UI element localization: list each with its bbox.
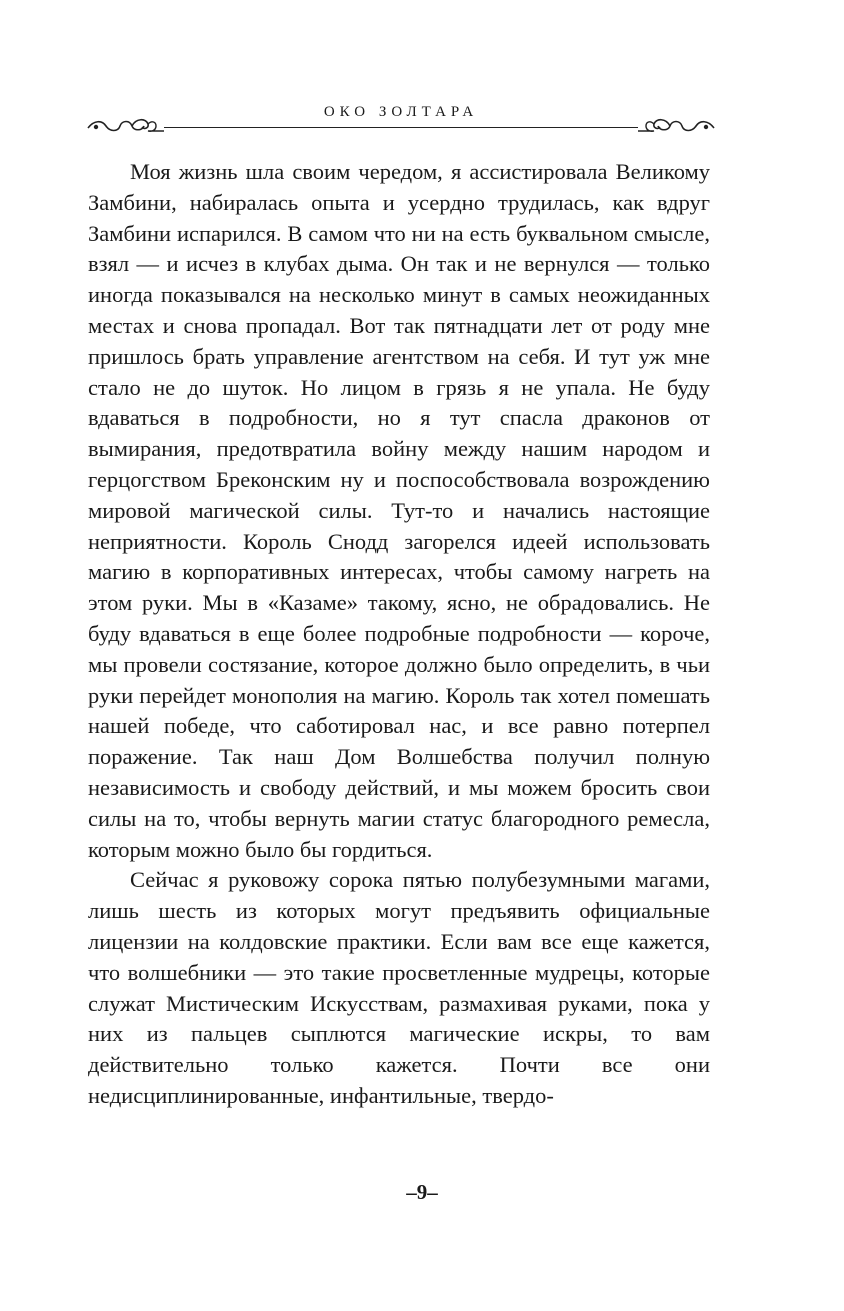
page-body-text (88, 157, 710, 1112)
running-title: ОКО ЗОЛТАРА (323, 104, 479, 120)
right-flourish-ornament-icon (636, 114, 716, 136)
paragraph-2: Сейчас я руковожу сорока пятью полубезумными магами, лишь шесть из которых могут предъявить официальные лицензии на колдовские практики. Если вам все еще кажется, что волшебники — это такие просветленные мудрецы, которые служат Мистическим Искусствам, размахивая руками, пока у них из пальцев сыплются магические искры, то вам действительно только кажется. Почти все они недисциплинированные, инфантильные, твердо- (88, 867, 710, 1108)
page-number: –9– (406, 1180, 438, 1204)
paragraph-1: Моя жизнь шла своим чередом, я ассистировала Великому Замбини, набиралась опыта и усердно трудилась, как вдруг Замбини испарился. В самом что ни на есть буквальном смысле, взял — и исчез в клубах дыма. Он так и не вернулся — только иногда показывался на несколько минут в самых неожиданных местах и снова пропадал. Вот так пятнадцати лет от роду мне пришлось брать управление агентством на себя. И тут уж мне стало не до шуток. Но лицом в грязь я не упала. Не буду вдаваться в подробности, но я тут спасла драконов от вымирания, предотвратила войну между нашим народом и герцогством Бреконским ну и поспособствовала возрождению мировой магической силы. Тут-то и начались настоящие неприятности. Король Снодд загорелся идеей использовать магию в корпоративных интересах, чтобы самому нагреть на этом руки. Мы в «Казаме» такому, ясно, не обрадовались. Не буду вдаваться в еще более подробные подробности — короче, мы провели состязание, которое должно было определить, в чьи руки перейдет монополия на магию. Король так хотел помешать нашей победе, что саботировал нас, и все равно потерпел поражение. Так наш Дом Волшебства получил полную независимость и свободу действий, и мы можем бросить свои силы на то, чтобы вернуть магии статус благородного ремесла, которым можно было бы гордиться. (88, 159, 710, 862)
header-rule (164, 127, 638, 128)
running-header (86, 100, 716, 136)
